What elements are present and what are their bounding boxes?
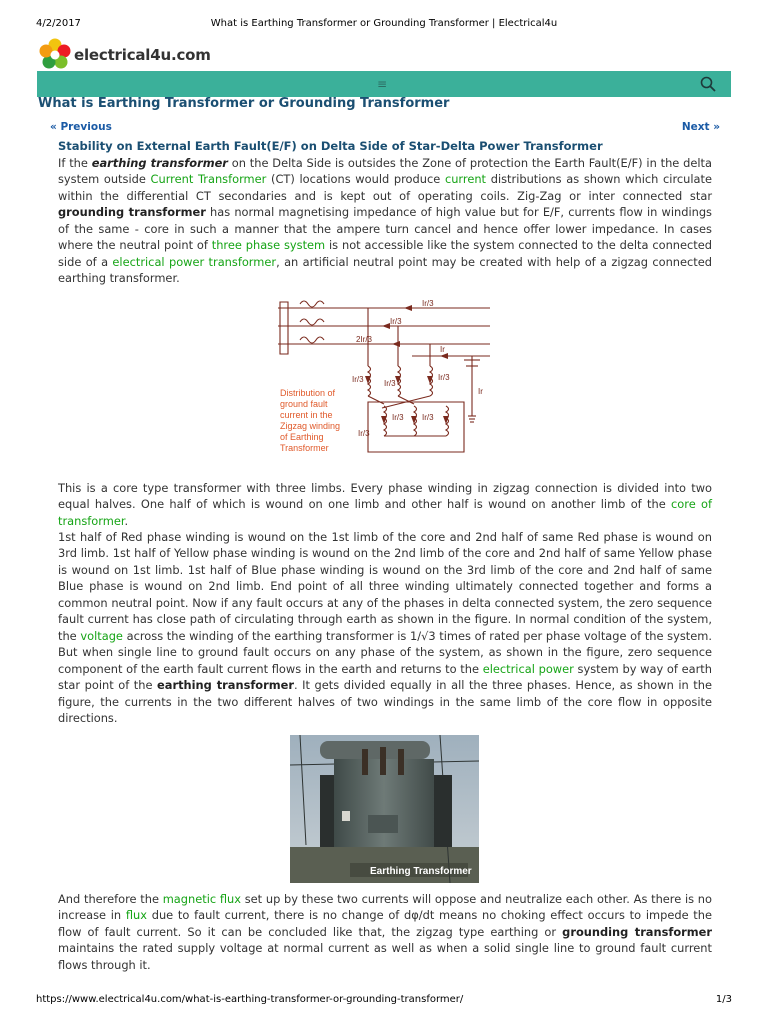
next-link[interactable]: Next » [681, 121, 720, 133]
diagram-label: Ir/3 [438, 373, 450, 382]
diagram-caption-line: of Earthing [280, 432, 324, 442]
paragraph-core: This is a core type transformer with three limbs. Every phase winding in zigzag connection is divided into two equal halves. One half of which is wound on one limb and other half is wound on another limb of the core of transformer. [58, 481, 712, 528]
bold-term: earthing transformer [157, 678, 294, 693]
section-heading: Stability on External Earth Fault(E/F) on Delta Side of Star-Delta Power Transformer [58, 139, 603, 153]
logo-text: electrical4u.com [74, 46, 211, 64]
diagram-label: Ir/3 [422, 299, 434, 308]
navbar [37, 71, 731, 97]
hamburger-icon[interactable]: ≡ [377, 77, 388, 91]
inline-link[interactable]: voltage [80, 628, 123, 643]
inline-link[interactable]: three phase system [211, 238, 326, 253]
inline-link[interactable]: core of transformer [58, 497, 712, 528]
search-icon[interactable] [699, 75, 717, 97]
print-footer [0, 994, 768, 1008]
bold-term: grounding transformer [562, 924, 712, 939]
site-logo[interactable] [38, 38, 211, 72]
print-title: What is Earthing Transformer or Grounding Transformer | Electrical4u [210, 18, 558, 29]
inline-link[interactable]: electrical power [482, 661, 574, 676]
diagram-label: Ir/3 [352, 375, 364, 384]
diagram-caption-line: Transformer [280, 443, 329, 453]
logo-flower-icon [38, 38, 72, 72]
inline-link[interactable]: current [444, 172, 487, 187]
print-date: 4/2/2017 [36, 18, 81, 29]
inline-link[interactable]: electrical power transformer [112, 254, 277, 269]
earthing-transformer-photo [290, 735, 479, 883]
diagram-caption-line: current in the [280, 410, 333, 420]
paragraph-flux: And therefore the magnetic flux set up by these two currents will oppose and neutralize each other. As there is no increase in flux due to fault current, there is no change of dφ/dt means no choking effect occurs to impede the flow of fault current. So it can be concluded like that, the zigzag type earthing or grounding transformer maintains the rated supply voltage at normal current as well as when a solid single line to ground fault current flows through it. [58, 892, 713, 972]
diagram-caption-line: ground fault [280, 399, 328, 409]
diagram-label: Ir/3 [384, 379, 396, 388]
inline-link[interactable]: flux [125, 908, 147, 923]
paragraph-intro: If the earthing transformer on the Delta Side is outsides the Zone of protection the Earth Fault(E/F) in the delta system outside Current Transformer (CT) locations would produce current distributions as shown which circulate within the differential CT secondaries and is kept out of operating coils. Zig-Zag or inter connected star grounding transformer has normal magnetising impedance of high value but for E/F, currents flow in windings of the same - core in such a manner that the ampere turn cancel and hence offer lower impedance. In cases where the neutral point of three phase system is not accessible like the system connected to the delta connected side of a electrical power transformer, an artificial neutral point may be created with help of a zigzag connected earthing transformer. [58, 156, 713, 286]
diagram-caption-line: Distribution of [280, 388, 336, 398]
page-title: What is Earthing Transformer or Grounding Transformer [38, 96, 450, 111]
inline-link[interactable]: magnetic flux [162, 892, 241, 906]
print-header [0, 18, 768, 32]
diagram-label: Ir/3 [358, 429, 370, 438]
print-page-number: 1/3 [715, 994, 732, 1005]
diagram-label: Ir/3 [422, 413, 434, 422]
diagram-label: Ir [478, 387, 483, 396]
diagram-label: Ir [440, 345, 445, 354]
diagram-label: Ir/3 [392, 413, 404, 422]
previous-link[interactable]: « Previous [50, 121, 112, 133]
diagram-caption-line: Zigzag winding [280, 421, 341, 431]
zigzag-diagram [272, 296, 494, 464]
inline-link[interactable]: Current Transformer [150, 172, 267, 187]
paragraph-windings: 1st half of Red phase winding is wound on the 1st limb of the core and 2nd half of same Red phase is wound on 3rd limb. 1st half of Yellow phase winding is wound on the 2nd limb of the core and 2nd half of same Yellow phase is wound on 1st limb. 1st half of Blue phase winding is wound on the 3rd limb of the core and 2nd half of same Blue phase is wound on 2nd limb. End point of all three winding ultimately connected together and forms a common neutral point. Now if any fault occurs at any of the phases in delta connected system, the zero sequence fault current has close path of circulating through earth as shown in the figure. In normal condition of the system, the voltage across the winding of the earthing transformer is 1/√3 times of rated per phase voltage of the system. But when single line to ground fault occurs on any phase of the system, as shown in the figure, zero sequence component of the earth fault current flows in the earth and returns to the electrical power system by way of earth star point of the earthing transformer. It gets divided equally in all the three phases. Hence, as shown in the figure, the currents in the two different halves of two windings in the same limb of the core flow in opposite directions. [58, 530, 712, 725]
photo-caption: Earthing Transformer [370, 866, 472, 877]
diagram-label: 2Ir/3 [356, 335, 373, 344]
diagram-label: Ir/3 [390, 317, 402, 326]
print-url: https://www.electrical4u.com/what-is-earthing-transformer-or-grounding-transformer/ [36, 994, 464, 1005]
bold-term: grounding transformer [58, 205, 206, 220]
emphasis-term: earthing transformer [91, 156, 228, 170]
